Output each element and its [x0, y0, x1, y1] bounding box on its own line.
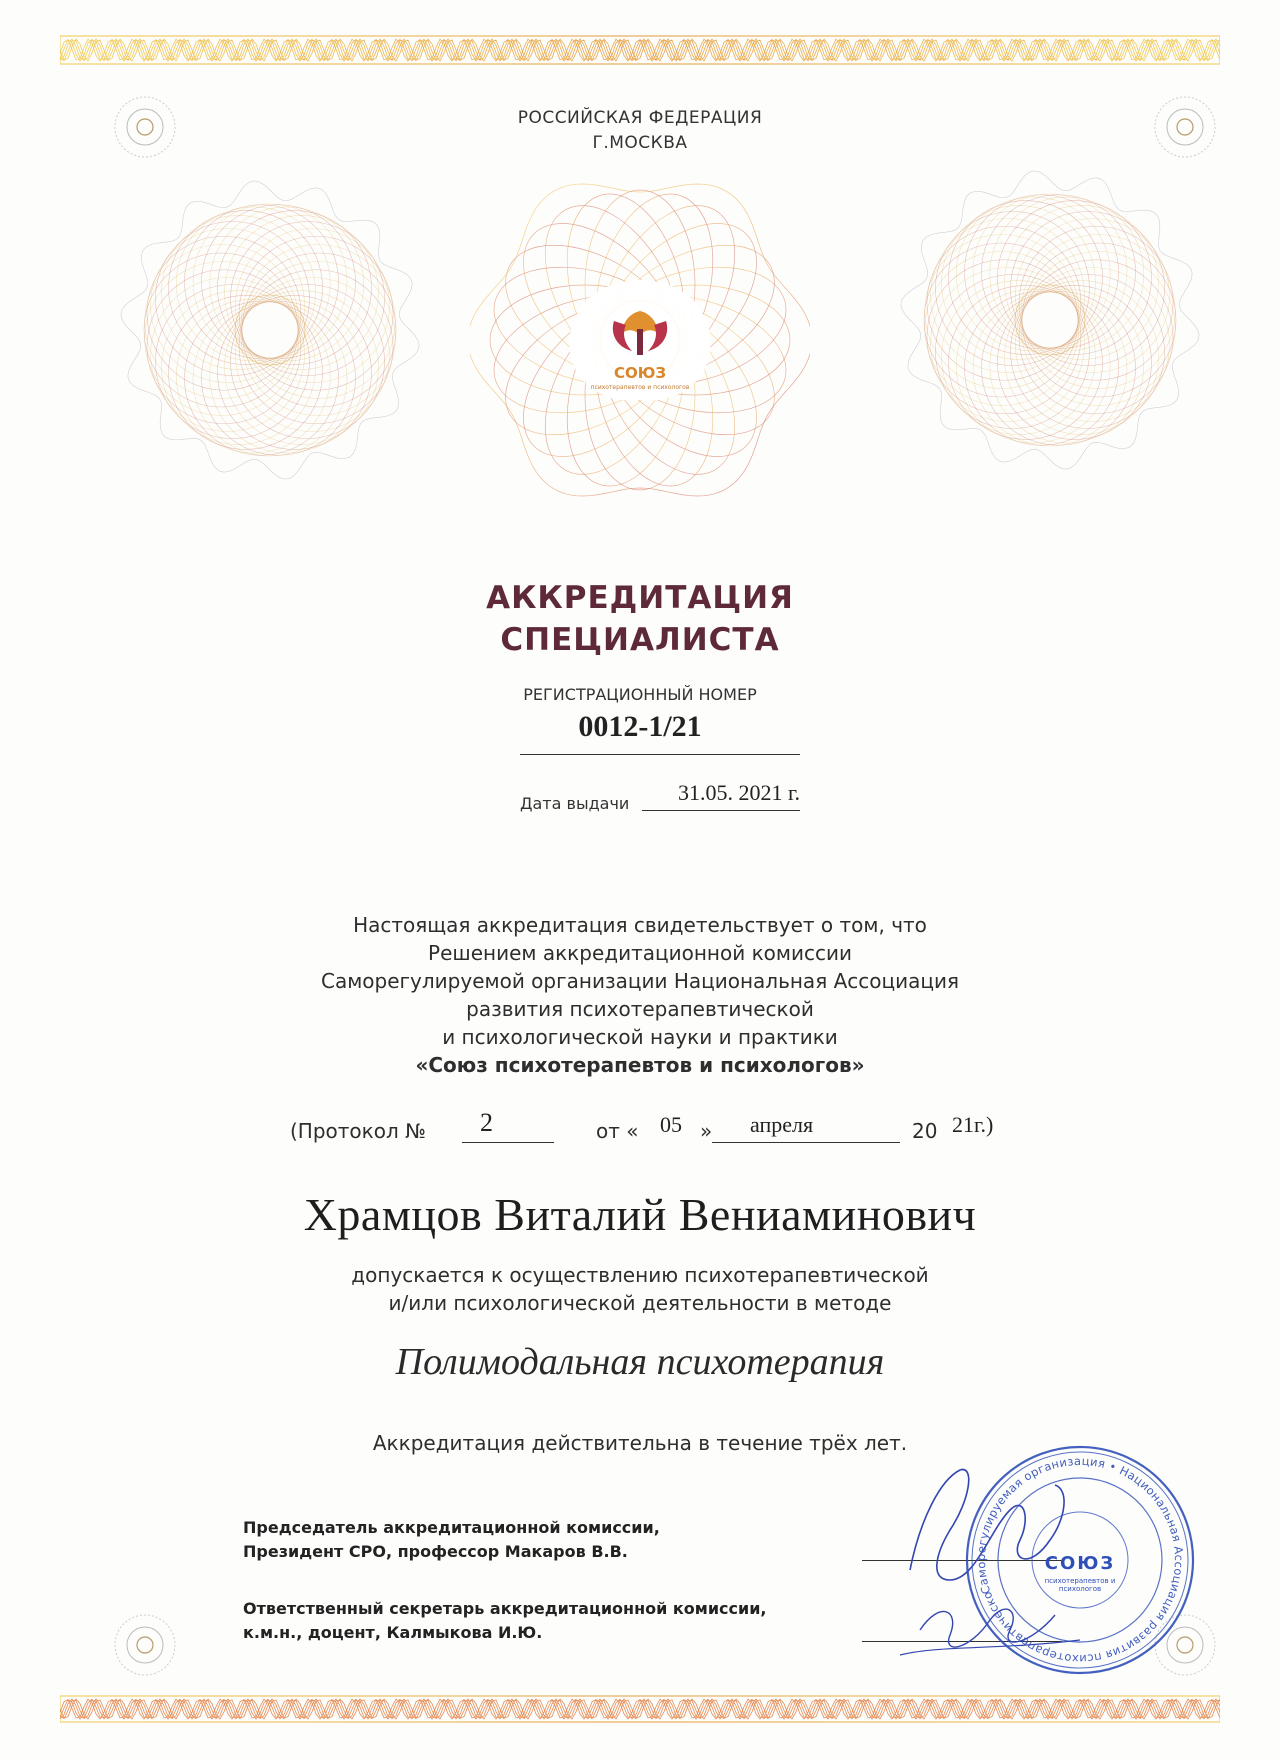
left-guilloche-rosette — [100, 170, 440, 490]
protocol-from: от « — [596, 1119, 639, 1143]
union-logo-icon — [600, 305, 680, 365]
header-country: РОССИЙСКАЯ ФЕДЕРАЦИЯ — [517, 108, 763, 128]
protocol-month: апреля — [750, 1112, 814, 1137]
issue-date-label: Дата выдачи — [520, 794, 630, 813]
corner-seal-bottom-left — [110, 1610, 180, 1680]
protocol-day: 05 — [660, 1112, 682, 1137]
protocol-number-underline — [462, 1142, 554, 1143]
issue-date-underline — [642, 810, 800, 811]
chair-name: Президент СРО, профессор Макаров В.В. — [243, 1542, 628, 1561]
permission-line-2: и/или психологической деятельности в методе — [388, 1291, 892, 1315]
right-guilloche-rosette — [880, 160, 1220, 480]
title-line-2: СПЕЦИАЛИСТА — [500, 622, 780, 658]
protocol-prefix: (Протокол № — [290, 1119, 426, 1143]
body-line-3: Саморегулируемой организации Национальная Ассоциация — [321, 969, 959, 993]
chair-title: Председатель аккредитационной комиссии, — [243, 1518, 660, 1537]
body-line-1: Настоящая аккредитация свидетельствует о том, что — [353, 913, 927, 937]
protocol-close-quote: » — [700, 1119, 713, 1143]
stamp-center-subtext: психотерапевтов и психологов — [1044, 1577, 1116, 1593]
union-logo-text: СОЮЗ — [613, 364, 667, 382]
body-line-6-organization: «Союз психотерапевтов и психологов» — [415, 1053, 865, 1077]
top-ornamental-border — [60, 28, 1220, 76]
stamp-ring-text: Саморегулируемая организация • Национальная Ассоциация развития психотерапевтической — [973, 1453, 1187, 1667]
union-logo-subtext: психотерапевтов и психологов — [590, 384, 690, 391]
accreditation-method: Полимодальная психотерапия — [395, 1341, 885, 1383]
registration-underline — [520, 754, 800, 755]
issue-date-value: 31.05. 2021 г. — [678, 780, 801, 805]
stamp-center-text: СОЮЗ — [1044, 1553, 1116, 1574]
person-name: Храмцов Виталий Вениаминович — [303, 1189, 977, 1240]
body-line-4: развития психотерапевтической — [466, 997, 814, 1021]
protocol-month-underline — [712, 1142, 900, 1143]
validity-statement: Аккредитация действительна в течение трёх лет. — [372, 1431, 908, 1455]
body-line-2: Решением аккредитационной комиссии — [428, 941, 852, 965]
body-line-5: и психологической науки и практики — [442, 1025, 838, 1049]
protocol-year-suffix: 21г.) — [952, 1112, 994, 1137]
secretary-name: к.м.н., доцент, Калмыкова И.Ю. — [243, 1623, 543, 1642]
permission-line-1: допускается к осуществлению психотерапевтической — [351, 1263, 929, 1287]
title-line-1: АККРЕДИТАЦИЯ — [486, 580, 794, 616]
protocol-number: 2 — [480, 1108, 493, 1137]
registration-number: 0012-1/21 — [578, 710, 702, 743]
protocol-year-prefix: 20 — [912, 1119, 938, 1143]
secretary-title: Ответственный секретарь аккредитационной комиссии, — [243, 1599, 767, 1618]
header-city: Г.МОСКВА — [592, 133, 688, 153]
bottom-ornamental-border — [60, 1690, 1220, 1730]
registration-label: РЕГИСТРАЦИОННЫЙ НОМЕР — [523, 685, 757, 704]
